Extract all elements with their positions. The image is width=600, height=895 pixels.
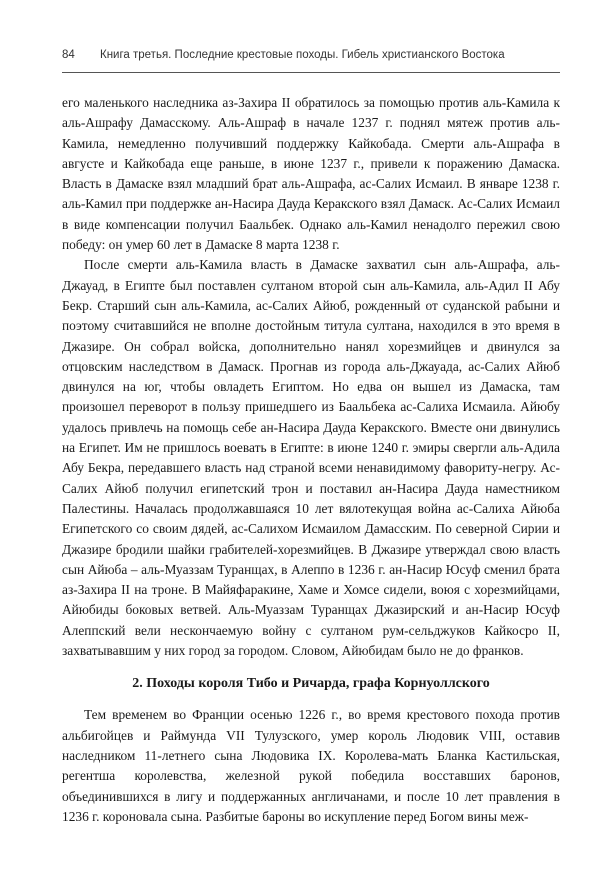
section-heading: 2. Походы короля Тибо и Ричарда, графа Корнуоллского <box>132 676 490 692</box>
running-head <box>62 49 552 61</box>
running-title: Книга третья. Последние крестовые походы. Гибель христианского Востока <box>100 49 505 61</box>
paragraph: После смерти аль-Камила власть в Дамаске захватил сын аль-Ашрафа, аль-Джауад, в Египте был поставлен султаном второй сын аль-Камила, аль-Адил II Абу Бекр. Старший сын аль-Камила, ас-Салих Айюб, рожденный от суданской рабыни и поэтому считавшийся не вполне достойным титула султана, находился в это время в Джазире. Он собрал войска, дополнительно нанял хорезмийцев и двинулся за отцовским наследством в Дамаск. Прогнав из города аль-Джауада, ас-Салих Айюб двинулся на юг, чтобы овладеть Египтом. Но едва он вышел из Дамаска, там произошел переворот в пользу пришедшего из Баальбека ас-Салиха Исмаила. Айюбу удалось привлечь на помощь себе ан-Насира Дауда Керакского. Вместе они двинулись на Египет. Им не пришлось воевать в Египте: в июне 1240 г. эмиры свергли аль-Адила Абу Бекра, передавшего власть над страной всеми ненавидимому фавориту-негру. Ас-Салих Айюб получил египетский трон и поставил ан-Насира Дауда наместником Палестины. Началась продолжавшаяся 10 лет вялотекущая война ас-Салиха Айюба Египетского со своим дядей, ас-Салихом Исмаилом Дамасским. По северной Сирии и Джазире бродили шайки грабителей-хорезмийцев. В Джазире утверждал свою власть сын Айюба – аль-Муаззам Туранщах, в Алеппо в 1236 г. ан-Насир Юсуф сменил брата аз-Захира II на троне. В Майяфаракине, Хаме и Хомсе сидели, воюя с хорезмийцами, Айюбиды боковых ветвей. Аль-Муаззам Туранщах Джазирский и ан-Насир Юсуф Алеппский вели нескончаемую войну с султаном рум-сельджуков Кайкосро II, захватывавшим у них город за городом. Словом, Айюбидам было не до франков. <box>62 257 560 659</box>
paragraph: Тем временем во Франции осенью 1226 г., во время крестового похода против альбигойцев и Раймунда VII Тулузского, умер король Людовик VIII, оставив наследником 11-летнего сына Людовика IX. Королева-мать Бланка Кастильская, регентша королевства, железной рукой победила восставших баронов, объединившихся в лигу и поддержанных англичанами, и после 10 лет правления в 1236 г. короновала сына. Разбитые бароны во искупление перед Богом вины меж- <box>62 707 560 824</box>
header-rule <box>62 72 560 73</box>
body-text <box>62 93 560 827</box>
paragraph: его маленького наследника аз-Захира II обратилось за помощью против аль-Камила к аль-Ашрафу Дамасскому. Аль-Ашраф в начале 1237 г. поднял мятеж против аль-Камила, немедленно получивший поддержку Кайкобада. Смерти аль-Ашрафа в августе и Кайкобада еще раньше, в июне 1237 г., привели к поражению Дамаска. Власть в Дамаске взял младший брат аль-Ашрафа, ас-Салих Исмаил. В январе 1238 г. аль-Камил при поддержке ан-Насира Дауда Керакского взял Дамаск. Ас-Салих Исмаил в виде компенсации получил Баальбек. Однако аль-Камил ненадолго пережил свою победу: он умер 60 лет в Дамаске 8 марта 1238 г. <box>62 95 560 253</box>
page-number: 84 <box>62 49 75 61</box>
